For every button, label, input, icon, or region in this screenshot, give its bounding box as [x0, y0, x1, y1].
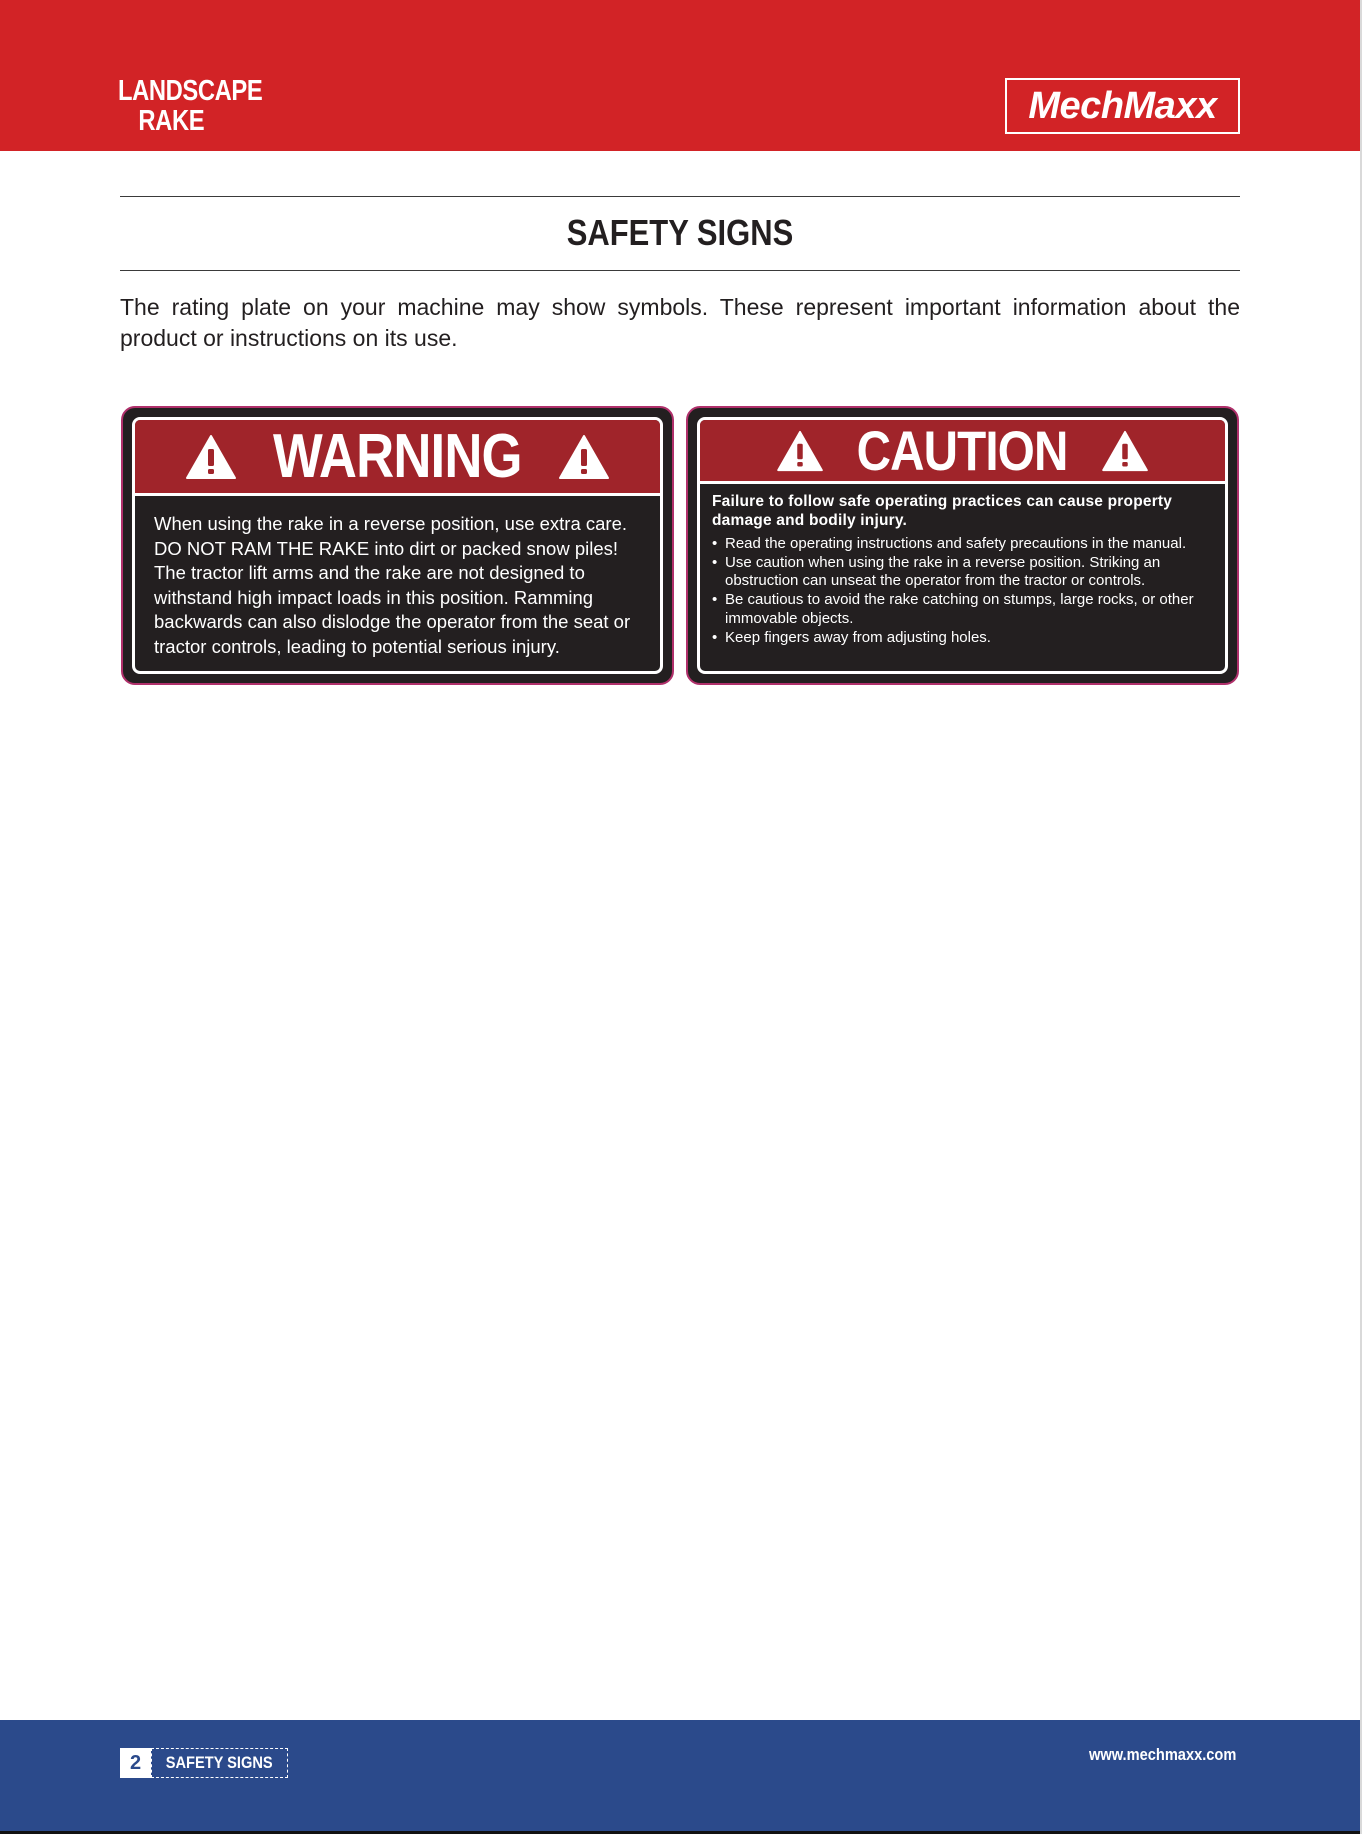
brand-name: MechMaxx: [1028, 84, 1217, 127]
warning-body-text: When using the rake in a reverse position, use extra care. DO NOT RAM THE RAKE into dirt or packed snow piles! The tractor lift arms and the rake are not designed to withstand high impact loads in this position. Ramming backwards can also dislodge the operator from the seat or tractor controls, leading to potential serious injury.: [154, 513, 631, 657]
caution-sign-header: [700, 420, 1225, 484]
warning-sign-header: [135, 420, 660, 496]
list-item: • Be cautious to avoid the rake catching on stumps, large rocks, or other immovable objects.: [712, 591, 1215, 628]
page-title: SAFETY SIGNS: [566, 212, 794, 253]
caution-heading: CAUTION: [857, 418, 1068, 482]
brand-logo: [1005, 78, 1240, 134]
page-number: 2: [120, 1748, 151, 1778]
title-rule-bottom: [120, 270, 1240, 271]
warning-triangle-icon: [185, 434, 237, 480]
footer-website-link[interactable]: www.mechmaxx.com: [1088, 1745, 1236, 1764]
product-title-line1: LANDSCAPE: [118, 75, 263, 107]
intro-paragraph: The rating plate on your machine may show symbols. These represent important information about the product or instructions on its use.: [120, 294, 1240, 351]
warning-triangle-icon: [776, 430, 824, 472]
list-item: • Use caution when using the rake in a reverse position. Striking an obstruction can unseat the operator from the tractor or controls.: [712, 554, 1215, 591]
caution-body: [712, 492, 1215, 647]
product-title-line2: RAKE: [138, 105, 205, 137]
footer-section-tag: [151, 1748, 288, 1778]
warning-sign: [121, 406, 674, 685]
footer-section-label: SAFETY SIGNS: [166, 1753, 273, 1772]
caution-list: [712, 535, 1215, 647]
caution-sign-frame: [697, 417, 1228, 674]
list-item: • Keep fingers away from adjusting holes.: [712, 629, 1215, 648]
warning-heading: WARNING: [273, 421, 522, 491]
caution-lead-text: Failure to follow safe operating practices can cause property damage and bodily injury.: [712, 493, 1173, 529]
title-rule-top: [120, 196, 1240, 197]
list-item: • Read the operating instructions and safety precautions in the manual.: [712, 535, 1215, 554]
warning-triangle-icon: [1101, 430, 1149, 472]
product-title: [118, 75, 263, 137]
caution-sign: [686, 406, 1239, 685]
warning-triangle-icon: [558, 434, 610, 480]
warning-sign-frame: [132, 417, 663, 674]
